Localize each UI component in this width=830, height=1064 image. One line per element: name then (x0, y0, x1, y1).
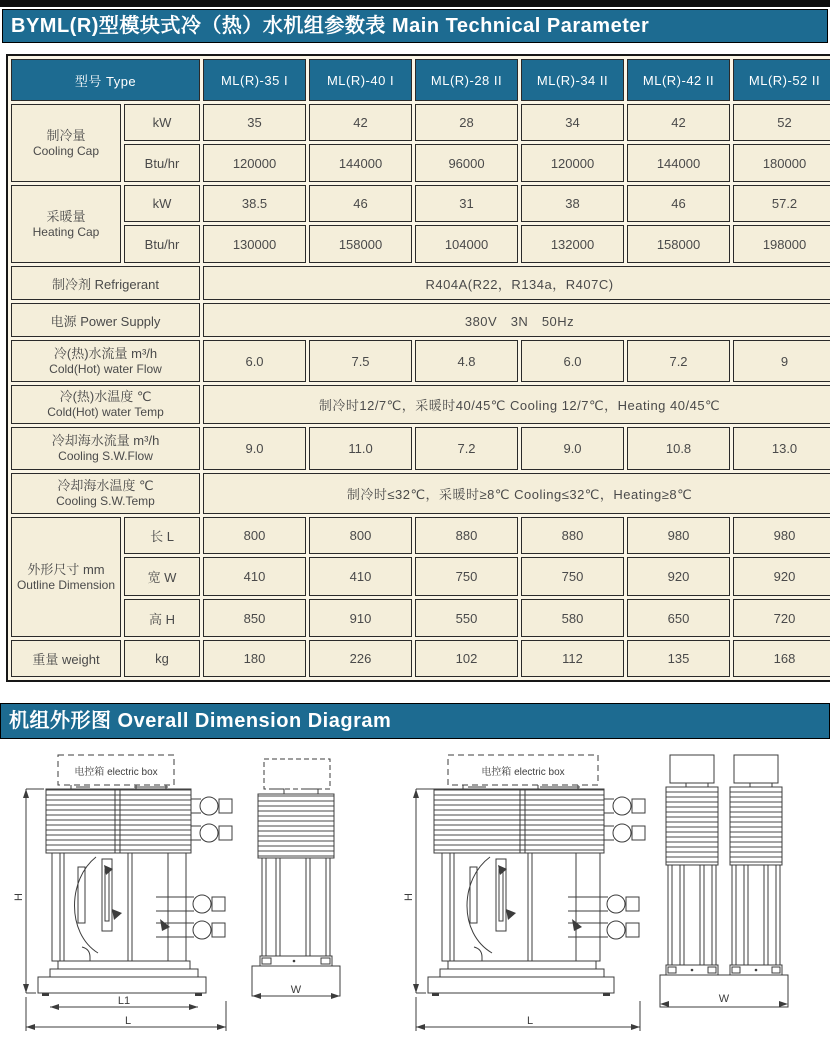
row-label-sw-flow-cn: 冷却海水流量 m³/h (51, 433, 160, 448)
unit-cell: 高 H (124, 599, 200, 637)
row-label-heating-en: Heating Cap (32, 224, 100, 239)
value-cell: 720 (733, 599, 830, 637)
end-view-type1-drawing (242, 757, 352, 1033)
value-cell: 920 (733, 557, 830, 596)
dim-h-label: H (13, 893, 25, 901)
row-label-sw-temp-en: Cooling S.W.Temp (56, 494, 155, 508)
value-cell: 42 (627, 104, 730, 141)
base-plate (38, 977, 206, 993)
table-title-bar: BYML(R)型模块式冷（热）水机组参数表 Main Technical Parameter (2, 9, 828, 43)
row-label-dimension-en: Outline Dimension (16, 577, 116, 592)
value-cell: 120000 (521, 144, 624, 182)
value-cell: 180 (203, 640, 306, 677)
stack-left (666, 755, 718, 975)
value-cell: 550 (415, 599, 518, 637)
dimension-w (660, 993, 788, 1007)
refrigerant-value: R404A(R22，R134a，R407C) (203, 266, 830, 300)
row-label-sw-temp (11, 473, 200, 514)
dim-h-label: H (403, 893, 415, 901)
value-cell: 226 (309, 640, 412, 677)
value-cell: 31 (415, 185, 518, 222)
side-view-type1-drawing (13, 751, 238, 1041)
value-cell: 410 (309, 557, 412, 596)
value-cell: 130000 (203, 225, 306, 263)
value-cell: 980 (627, 517, 730, 554)
base-plate (428, 977, 614, 993)
value-cell: 38 (521, 185, 624, 222)
value-cell: 28 (415, 104, 518, 141)
diagram-title-bar: 机组外形图 Overall Dimension Diagram (0, 703, 830, 739)
value-cell: 46 (309, 185, 412, 222)
unit-cell: Btu/hr (124, 144, 200, 182)
fin-coil-side (434, 789, 604, 853)
value-cell: 144000 (627, 144, 730, 182)
value-cell: 920 (627, 557, 730, 596)
model-header: ML(R)-52 II (733, 59, 830, 101)
value-cell: 42 (309, 104, 412, 141)
dimension-h (13, 789, 44, 993)
value-cell: 580 (521, 599, 624, 637)
value-cell: 38.5 (203, 185, 306, 222)
row-label-sw-flow-en: Cooling S.W.Flow (58, 449, 153, 463)
stack-right (730, 755, 782, 975)
pedestal-upper (448, 961, 596, 969)
electric-box-label: 电控箱 electric box (74, 767, 158, 778)
dimension-h (403, 789, 434, 993)
row-label-water-temp-cn: 冷(热)水温度 ℃ (59, 389, 152, 404)
value-cell: 800 (309, 517, 412, 554)
column-section (262, 858, 330, 956)
value-cell: 13.0 (733, 427, 830, 470)
value-cell: 11.0 (309, 427, 412, 470)
value-cell: 980 (733, 517, 830, 554)
value-cell: 46 (627, 185, 730, 222)
value-cell: 750 (521, 557, 624, 596)
row-label-cooling-cn: 制冷量 (46, 127, 86, 143)
fin-coil-side (46, 789, 191, 853)
unit-cell: 长 L (124, 517, 200, 554)
value-cell: 880 (415, 517, 518, 554)
value-cell: 6.0 (203, 340, 306, 382)
model-header: ML(R)-34 II (521, 59, 624, 101)
row-label-sw-temp-cn: 冷却海水温度 ℃ (57, 478, 154, 493)
value-cell: 35 (203, 104, 306, 141)
value-cell: 52 (733, 104, 830, 141)
value-cell: 6.0 (521, 340, 624, 382)
value-cell: 135 (627, 640, 730, 677)
value-cell: 120000 (203, 144, 306, 182)
row-label-water-flow-en: Cold(Hot) water Flow (49, 361, 162, 376)
value-cell: 910 (309, 599, 412, 637)
value-cell: 750 (415, 557, 518, 596)
model-header: ML(R)-35 I (203, 59, 306, 101)
dimension-diagram-area (0, 739, 830, 1047)
value-cell: 34 (521, 104, 624, 141)
value-cell: 158000 (309, 225, 412, 263)
model-header: ML(R)-28 II (415, 59, 518, 101)
unit-cell: Btu/hr (124, 225, 200, 263)
dim-w-label: W (718, 993, 730, 1005)
dim-w-label: W (290, 984, 302, 996)
row-label-water-temp (11, 385, 200, 424)
dimension-l (416, 997, 640, 1031)
row-label-water-flow-cn: 冷(热)水流量 m³/h (53, 345, 158, 361)
row-label-power-supply: 电源 Power Supply (11, 303, 200, 337)
value-cell: 800 (203, 517, 306, 554)
model-header: ML(R)-40 I (309, 59, 412, 101)
top-pipe-connections (604, 797, 645, 842)
unit-cell: kg (124, 640, 200, 677)
row-label-heating (11, 185, 121, 263)
top-pipe-connections (191, 797, 232, 842)
model-header: ML(R)-42 II (627, 59, 730, 101)
value-cell: 104000 (415, 225, 518, 263)
value-cell: 880 (521, 517, 624, 554)
pedestal-lower (50, 969, 198, 977)
end-view-type2-drawing (660, 753, 792, 1037)
unit-cell: kW (124, 104, 200, 141)
dimension-l1 (50, 995, 198, 1010)
value-cell: 850 (203, 599, 306, 637)
side-view-type2-drawing (403, 751, 652, 1041)
type-header-cell: 型号 Type (11, 59, 200, 101)
row-label-weight: 重量 weight (11, 640, 121, 677)
value-cell: 132000 (521, 225, 624, 263)
sw-temp-value: 制冷时≤32℃，采暖时≥8℃ Cooling≤32℃，Heating≥8℃ (203, 473, 830, 514)
value-cell: 112 (521, 640, 624, 677)
value-cell: 9 (733, 340, 830, 382)
dim-l1-label: L1 (117, 995, 131, 1007)
value-cell: 158000 (627, 225, 730, 263)
value-cell: 10.8 (627, 427, 730, 470)
value-cell: 7.5 (309, 340, 412, 382)
value-cell: 198000 (733, 225, 830, 263)
value-cell: 96000 (415, 144, 518, 182)
unit-body-side (52, 853, 186, 961)
pedestal-upper (58, 961, 190, 969)
unit-cell: 宽 W (124, 557, 200, 596)
value-cell: 650 (627, 599, 730, 637)
water-temp-value: 制冷时12/7℃，采暖时40/45℃ Cooling 12/7℃，Heating 40/45℃ (203, 385, 830, 424)
row-label-sw-flow (11, 427, 200, 470)
electric-box-end (264, 759, 330, 789)
row-label-heating-cn: 采暖量 (46, 208, 86, 224)
value-cell: 57.2 (733, 185, 830, 222)
row-label-dimension (11, 517, 121, 637)
value-cell: 7.2 (627, 340, 730, 382)
value-cell: 9.0 (521, 427, 624, 470)
row-label-refrigerant: 制冷剂 Refrigerant (11, 266, 200, 300)
value-cell: 144000 (309, 144, 412, 182)
row-label-water-flow (11, 340, 200, 382)
value-cell: 168 (733, 640, 830, 677)
unit-cell: kW (124, 185, 200, 222)
row-label-dimension-cn: 外形尺寸 mm (27, 561, 105, 577)
pedestal-lower (440, 969, 604, 977)
value-cell: 9.0 (203, 427, 306, 470)
value-cell: 180000 (733, 144, 830, 182)
row-label-cooling-en: Cooling Cap (32, 143, 100, 158)
dimension-w (252, 984, 340, 999)
dim-l-label: L (124, 1015, 132, 1027)
parameters-table-wrap (6, 54, 824, 682)
dim-l-label: L (526, 1015, 534, 1027)
parameters-table (6, 54, 830, 682)
value-cell: 410 (203, 557, 306, 596)
electric-box-label: 电控箱 electric box (481, 767, 565, 778)
row-label-cooling (11, 104, 121, 182)
fin-coil-end (258, 794, 334, 858)
value-cell: 4.8 (415, 340, 518, 382)
page-top-strip (0, 0, 830, 7)
value-cell: 7.2 (415, 427, 518, 470)
row-label-water-temp-en: Cold(Hot) water Temp (47, 405, 164, 419)
power-supply-value: 380V 3N 50Hz (203, 303, 830, 337)
value-cell: 102 (415, 640, 518, 677)
